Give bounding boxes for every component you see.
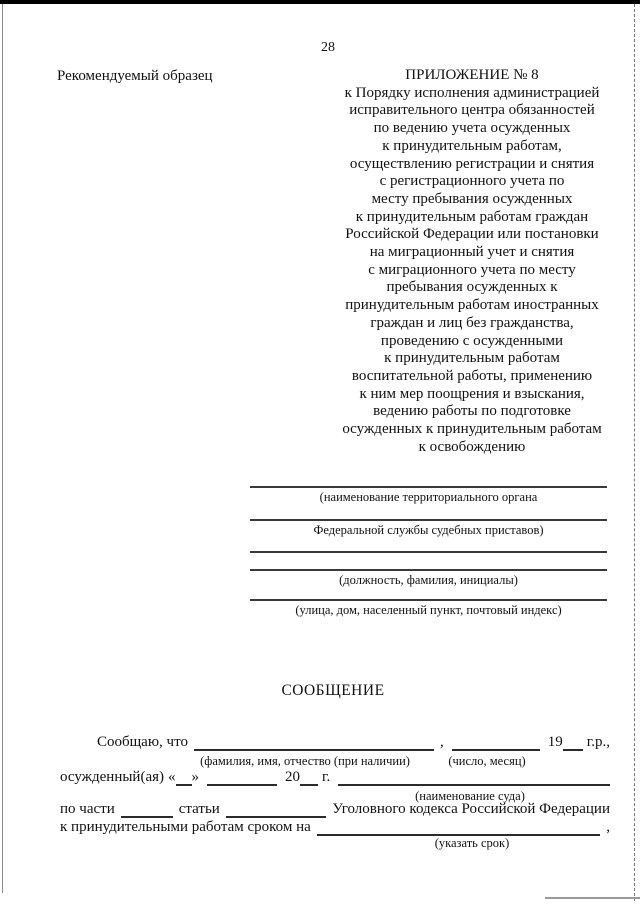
caption-date: (число, месяц) (448, 754, 526, 768)
appendix-line: к принудительным работам граждан (355, 208, 589, 225)
caption-name: (фамилия, имя, отчество (при наличии) (200, 754, 410, 768)
blank-line (250, 486, 607, 488)
appendix-line: к Порядку исполнения администрацией (344, 84, 600, 101)
message-line-2 (60, 767, 610, 786)
appendix-line: пребывания осужденных к (386, 279, 558, 296)
blank-underline-year2 (300, 767, 318, 786)
blank-underline-term (317, 817, 600, 836)
recipient-caption: (должность, фамилия, инициалы) (339, 573, 518, 587)
blank-line (250, 569, 607, 571)
appendix-line: ведению работы по подготовке (373, 403, 571, 420)
appendix-line: принудительным работам иностранных (345, 297, 599, 314)
appendix-line: проведению с осужденными (380, 332, 564, 349)
line1-prefix: Сообщаю, что (97, 734, 188, 750)
appendix-line: с регистрационного учета по (379, 173, 565, 190)
page-top-border (0, 0, 640, 4)
blank-line (250, 519, 607, 521)
line3-part: по части (60, 801, 115, 817)
sample-label: Рекомендуемый образец (57, 68, 213, 84)
line3-article: статьи (178, 801, 220, 817)
recipient-caption: Федеральной службы судебных приставов) (313, 523, 544, 537)
appendix-line: воспитательной работы, применению (351, 367, 593, 384)
appendix-line: к ним мер поощрения и взыскания, (359, 385, 585, 402)
blank-underline-year (563, 732, 583, 751)
recipient-caption: (улица, дом, населенный пункт, почтовый индекс) (295, 603, 562, 617)
appendix-line: исправительного центра обязанностей (349, 102, 595, 119)
appendix-block (322, 67, 622, 456)
blank-underline-part (121, 799, 173, 818)
blank-line (250, 599, 607, 601)
page-number: 28 (321, 40, 335, 55)
caption-court: (наименование суда) (415, 789, 525, 803)
appendix-line: с миграционного учета по месту (368, 261, 576, 278)
open-quote: « (168, 769, 176, 785)
page-left-border (2, 4, 3, 893)
message-line-3 (60, 799, 610, 818)
blank-underline-name (194, 732, 434, 751)
appendix-line: граждан и лиц без гражданства, (370, 314, 574, 331)
line4-suffix: , (606, 819, 610, 835)
line1-year: 19 (547, 734, 563, 750)
page-bottom-border (545, 897, 640, 899)
appendix-line: к принудительным работам, (382, 137, 562, 154)
appendix-line: Российской Федерации или постановки (345, 226, 599, 243)
message-line-1 (97, 732, 610, 751)
line2-prefix: осужденный(ая) (60, 769, 164, 785)
line2-year: 20 (285, 769, 300, 785)
message-line-4 (60, 817, 610, 836)
recipient-caption: (наименование территориального органа (319, 490, 538, 504)
line1-year-suffix: г.р., (586, 734, 610, 750)
page-right-border (634, 4, 635, 901)
blank-line (250, 551, 607, 553)
blank-underline-day (176, 767, 192, 786)
close-quote: » (191, 769, 199, 785)
recipient-block (250, 479, 607, 624)
appendix-line: осужденных к принудительным работам (342, 421, 602, 438)
line1-comma: , (440, 734, 444, 750)
appendix-line: месту пребывания осужденных (371, 190, 573, 207)
line2-year-suffix: г. (322, 769, 331, 785)
blank-underline-month (207, 767, 277, 786)
appendix-line: по ведению учета осужденных (373, 120, 571, 137)
message-heading: СООБЩЕНИЕ (281, 682, 385, 699)
message-form (60, 728, 610, 863)
line3-code: Уголовного кодекса Российской Федерации (332, 801, 610, 817)
appendix-line: к освобождению (418, 438, 526, 455)
appendix-line: осуществлению регистрации и снятия (349, 155, 595, 172)
blank-underline-court (338, 767, 610, 786)
blank-underline-date (452, 732, 540, 751)
appendix-line: к принудительным работам (384, 350, 560, 367)
appendix-lines (322, 85, 622, 457)
blank-underline-article (226, 799, 326, 818)
line4-prefix: к принудительными работам сроком на (60, 819, 311, 835)
caption-term: (указать срок) (434, 836, 510, 850)
appendix-line: на миграционный учет и снятия (369, 244, 575, 261)
appendix-title: ПРИЛОЖЕНИЕ № 8 (405, 67, 539, 83)
